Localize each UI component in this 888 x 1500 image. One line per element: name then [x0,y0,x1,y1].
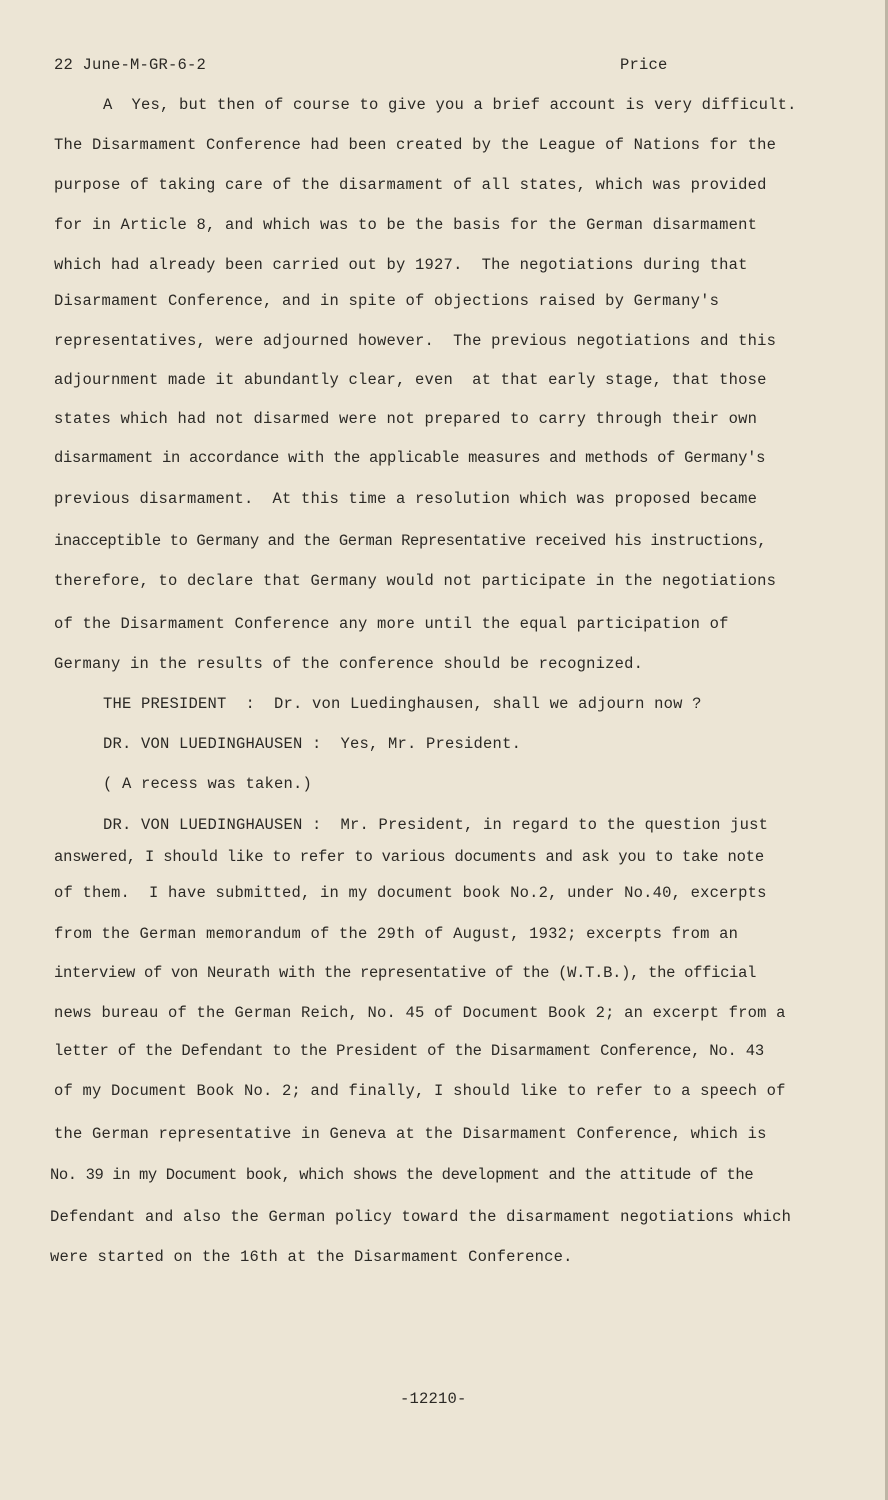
body-line: news bureau of the German Reich, No. 45 of Document Book 2; an excerpt from a [54,1004,786,1022]
body-line: states which had not disarmed were not prepared to carry through their own [54,410,758,428]
speaker-line-counsel: DR. VON LUEDINGHAUSEN : Yes, Mr. President. [103,735,522,753]
body-line: interview of von Neurath with the representative of the (W.T.B.), the official [54,964,757,982]
body-line: were started on the 16th at the Disarmament Conference. [50,1248,573,1266]
header-witness-name: Price [620,56,668,74]
body-line: answered, I should like to refer to various documents and ask you to take note [54,848,764,866]
body-line: letter of the Defendant to the President of the Disarmament Conference, No. 43 [54,1042,764,1060]
body-line: Disarmament Conference, and in spite of objections raised by Germany's [54,292,720,310]
speaker-line-president: THE PRESIDENT : Dr. von Luedinghausen, shall we adjourn now ? [103,695,702,713]
body-line: purpose of taking care of the disarmament of all states, which was provided [54,176,767,194]
body-line: of them. I have submitted, in my document book No.2, under No.40, excerpts [54,884,767,902]
recess-note: ( A recess was taken.) [103,775,313,793]
body-line: the German representative in Geneva at the Disarmament Conference, which is [54,1125,767,1143]
body-line: adjournment made it abundantly clear, even at that early stage, that those [54,371,767,389]
body-line: representatives, were adjourned however. The previous negotiations and this [54,332,777,350]
body-line: DR. VON LUEDINGHAUSEN : Mr. President, in regard to the question just [103,816,769,834]
body-line: therefore, to declare that Germany would not participate in the negotiations [54,572,777,590]
body-line: of my Document Book No. 2; and finally, I should like to refer to a speech of [54,1082,786,1100]
body-line: previous disarmament. At this time a resolution which was proposed became [54,490,758,508]
body-line: for in Article 8, and which was to be the basis for the German disarmament [54,216,758,234]
body-line: disarmament in accordance with the applicable measures and methods of Germany's [54,449,766,467]
body-line: from the German memorandum of the 29th of August, 1932; excerpts from an [54,925,739,943]
page-number: -12210- [400,1390,467,1408]
body-line: inacceptible to Germany and the German Representative received his instructions, [54,532,767,550]
body-line: No. 39 in my Document book, which shows the development and the attitude of the [50,1166,754,1184]
body-line: A Yes, but then of course to give you a brief account is very difficult. [103,96,797,114]
body-line: Defendant and also the German policy toward the disarmament negotiations which [50,1208,792,1226]
body-line: of the Disarmament Conference any more until the equal participation of [54,615,729,633]
body-line: which had already been carried out by 1927. The negotiations during that [54,256,748,274]
body-line: The Disarmament Conference had been created by the League of Nations for the [54,136,777,154]
body-line: Germany in the results of the conference should be recognized. [54,655,644,673]
header-reference: 22 June-M-GR-6-2 [54,56,207,74]
